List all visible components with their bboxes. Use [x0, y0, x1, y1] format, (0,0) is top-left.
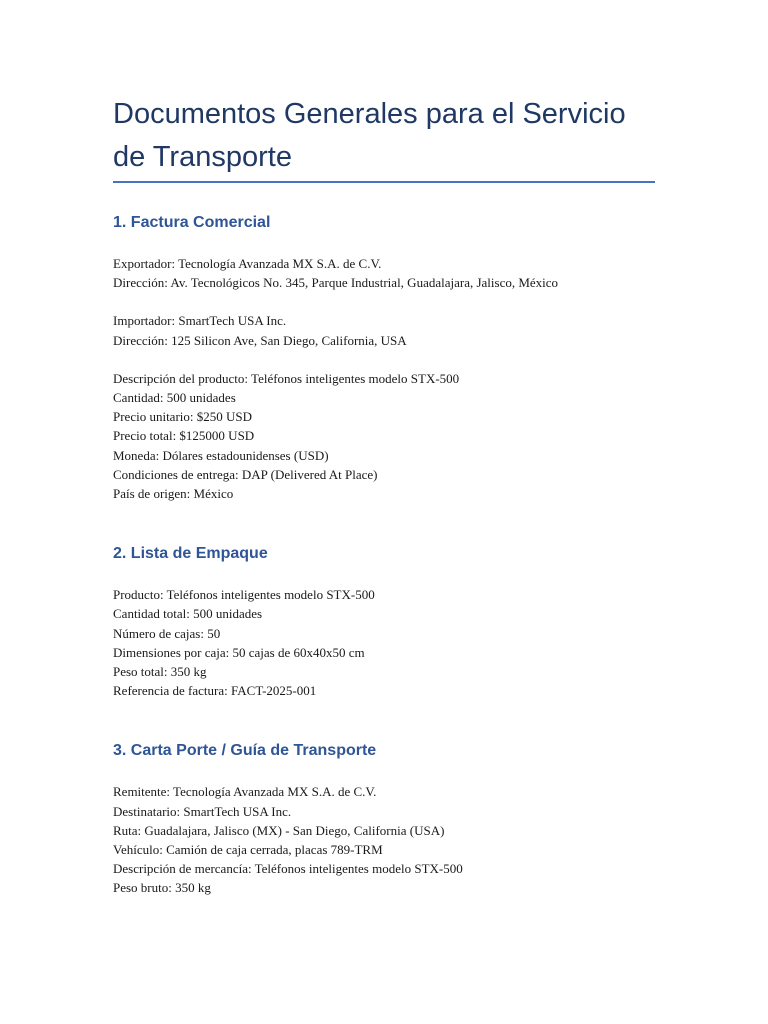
text-line: Producto: Teléfonos inteligentes modelo STX-500 [113, 587, 375, 603]
text-line: Condiciones de entrega: DAP (Delivered At Place) [113, 466, 378, 482]
text-line: Peso total: 350 kg [113, 664, 207, 680]
section-heading: 2. Lista de Empaque [113, 545, 268, 563]
text-line: Destinatario: SmartTech USA Inc. [113, 803, 292, 819]
title-underline [113, 181, 655, 183]
document-title-line-1: Documentos Generales para el Servicio [113, 98, 626, 130]
text-line: Cantidad: 500 unidades [113, 390, 236, 406]
document-title-line-2: de Transporte [113, 141, 292, 173]
text-line: Vehículo: Camión de caja cerrada, placas 789-TRM [113, 842, 383, 858]
text-line: Precio unitario: $250 USD [113, 409, 253, 425]
text-line: Dirección: Av. Tecnológicos No. 345, Parque Industrial, Guadalajara, Jalisco, México [113, 275, 559, 291]
text-line: Cantidad total: 500 unidades [113, 606, 263, 622]
text-line: Descripción de mercancía: Teléfonos inteligentes modelo STX-500 [113, 861, 463, 877]
text-line: Importador: SmartTech USA Inc. [113, 313, 287, 329]
text-line: Remitente: Tecnología Avanzada MX S.A. de C.V. [113, 784, 377, 800]
text-line: Moneda: Dólares estadounidenses (USD) [113, 447, 329, 463]
section-carta-porte [113, 740, 655, 897]
text-line: Dirección: 125 Silicon Ave, San Diego, California, USA [113, 332, 407, 348]
paragraph-transporte [113, 782, 655, 897]
text-line: Descripción del producto: Teléfonos inteligentes modelo STX-500 [113, 370, 460, 386]
text-line: Ruta: Guadalajara, Jalisco (MX) - San Diego, California (USA) [113, 822, 445, 838]
document-title [113, 93, 655, 181]
document-page [113, 93, 655, 898]
paragraph-importador [113, 311, 655, 349]
section-heading: 3. Carta Porte / Guía de Transporte [113, 742, 377, 760]
section-lista-de-empaque [113, 543, 655, 700]
text-line: Exportador: Tecnología Avanzada MX S.A. de C.V. [113, 256, 382, 271]
section-factura-comercial [113, 212, 655, 503]
text-line: País de origen: México [113, 486, 234, 502]
paragraph-exportador [113, 254, 655, 292]
paragraph-empaque [113, 585, 655, 700]
paragraph-producto [113, 369, 655, 503]
section-heading: 1. Factura Comercial [113, 214, 271, 231]
text-line: Número de cajas: 50 [113, 625, 221, 641]
text-line: Precio total: $125000 USD [113, 428, 255, 444]
text-line: Referencia de factura: FACT-2025-001 [113, 683, 317, 699]
text-line: Peso bruto: 350 kg [113, 880, 211, 896]
text-line: Dimensiones por caja: 50 cajas de 60x40x50 cm [113, 644, 365, 660]
